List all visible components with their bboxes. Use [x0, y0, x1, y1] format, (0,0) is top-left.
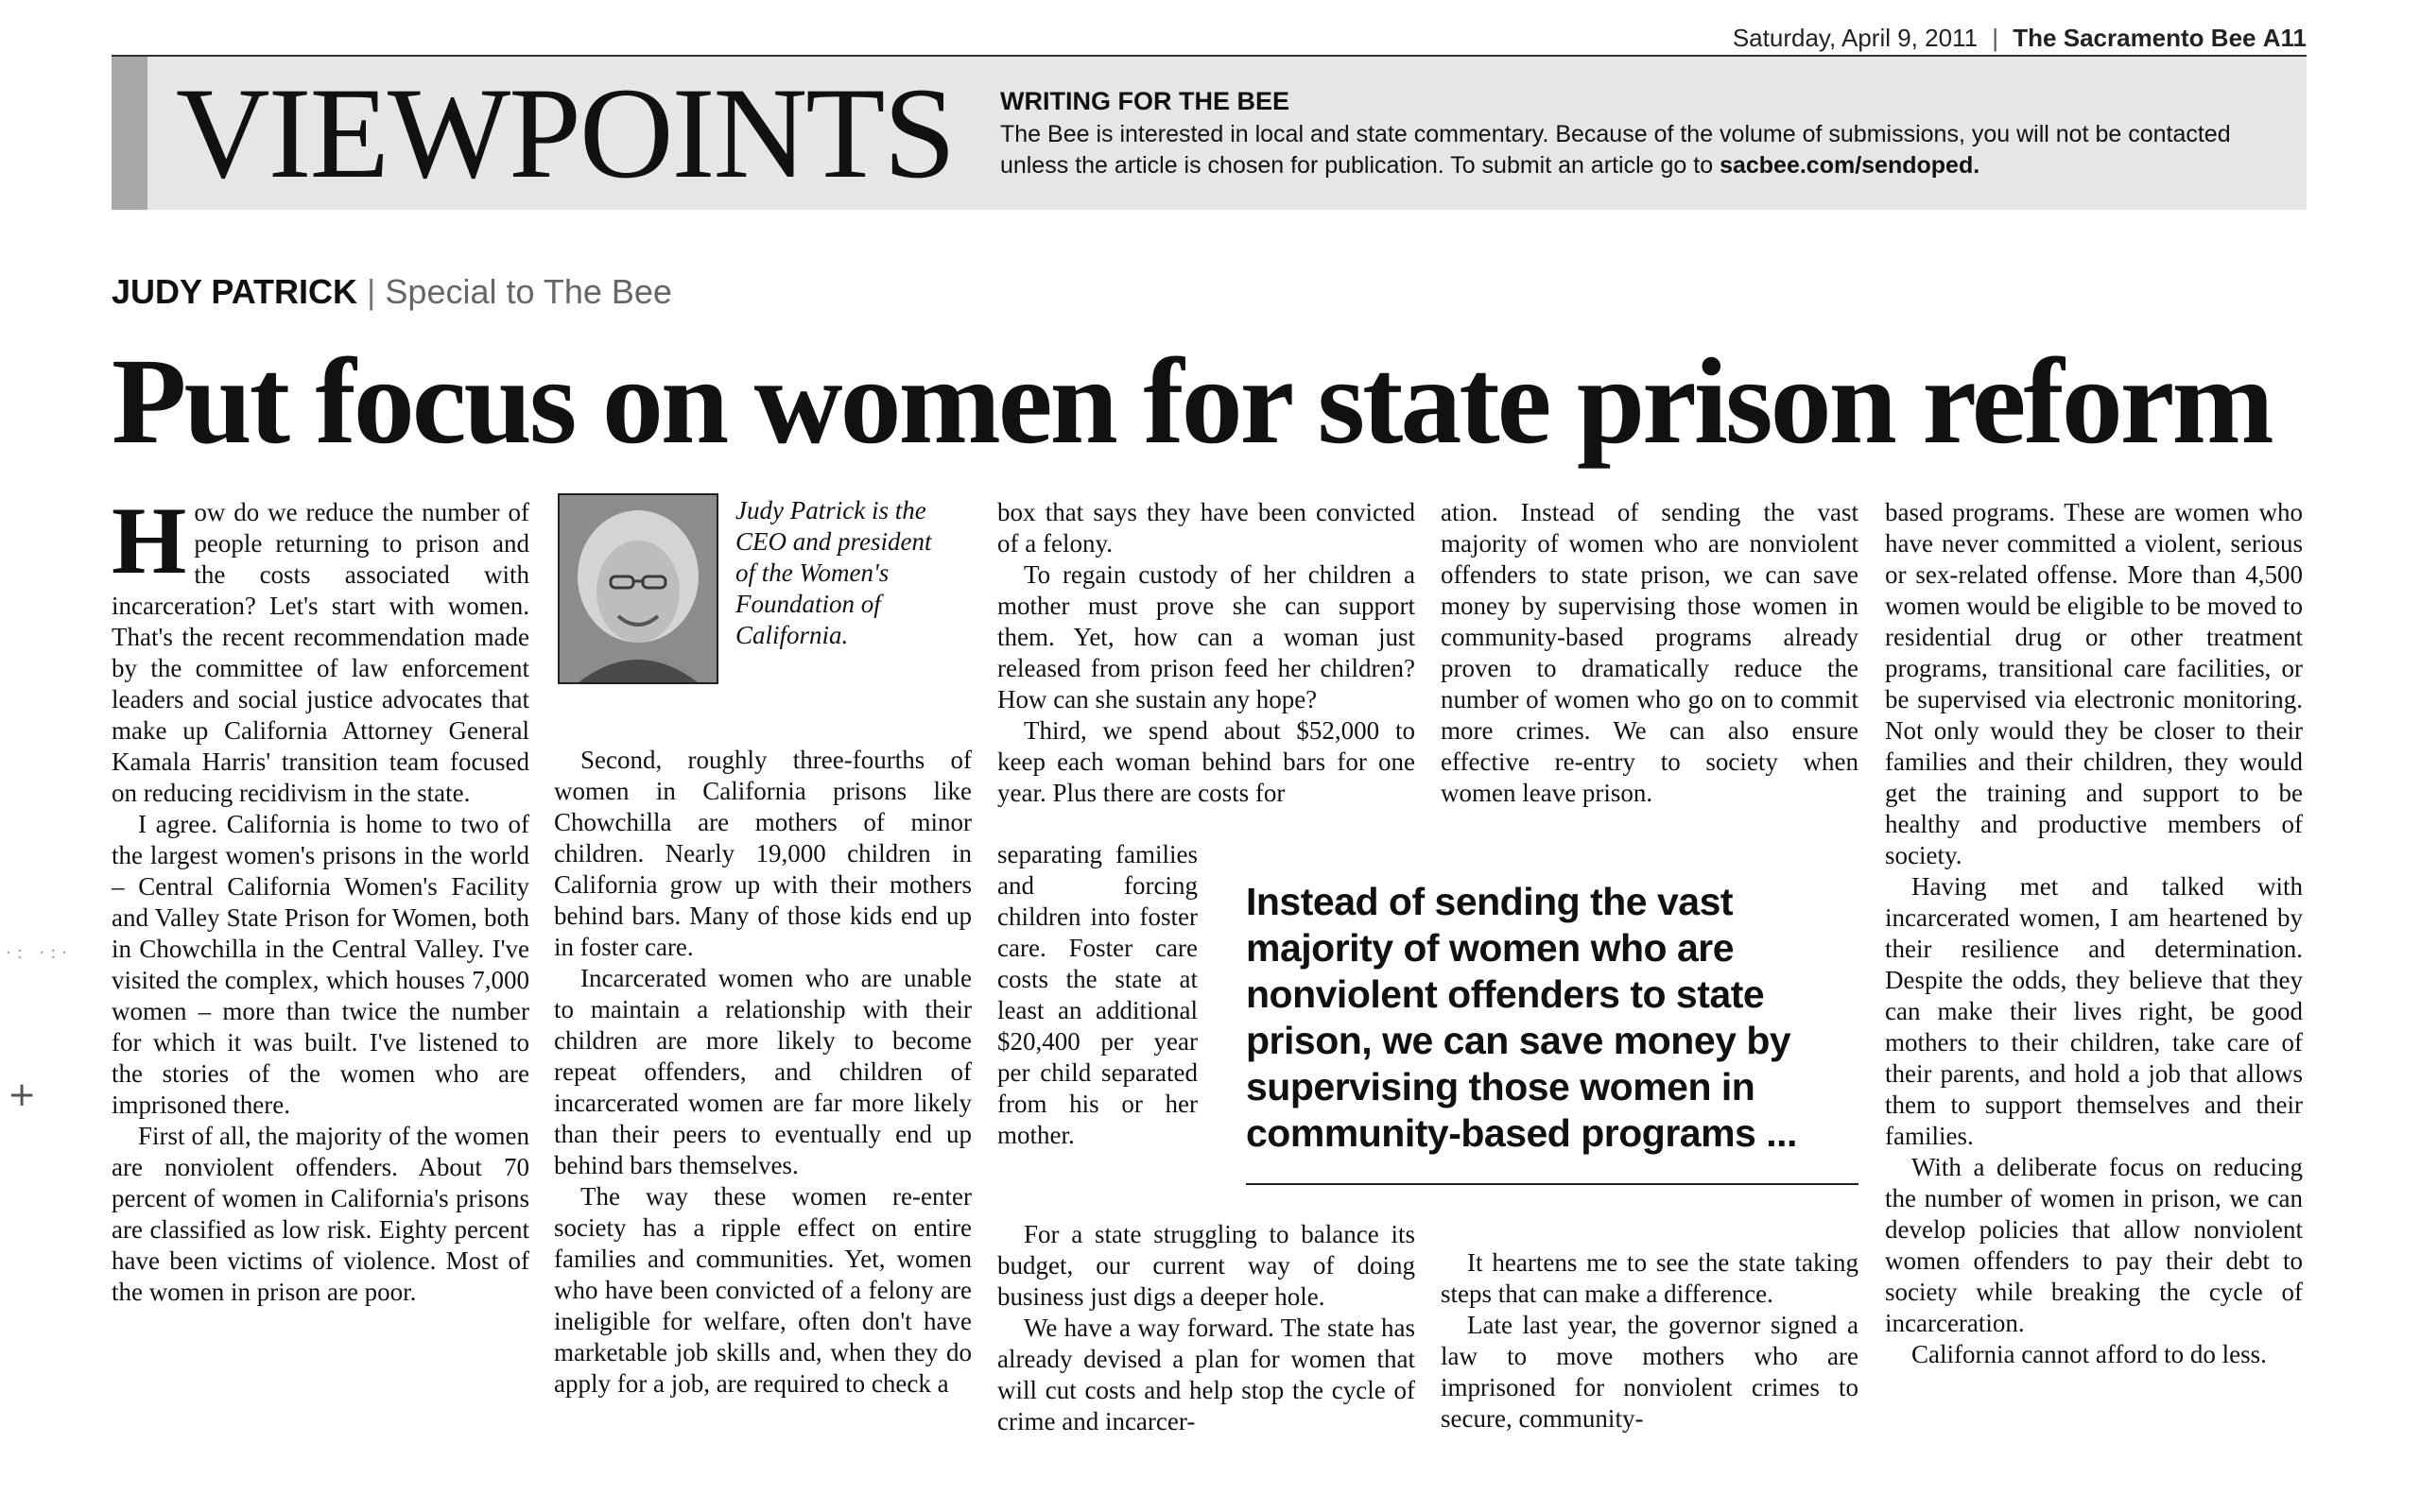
publication-name: The Sacramento Bee: [2013, 24, 2256, 52]
writing-for-bee-heading: WRITING FOR THE BEE: [1000, 87, 1289, 115]
submission-info: The Bee is interested in local and state commentary. Because of the volume of submissions, you will not be contacted unless the article is chosen for publication. To submit an article go to: [1000, 121, 2231, 179]
paragraph: To regain custody of her children a mother must prove she can support them. Yet, how can a woman just released from prison feed her children? How can she sustain any hope?: [997, 560, 1415, 713]
paragraph: With a deliberate focus on reducing the number of women in prison, we can develop policies that allow nonviolent women offenders to pay their debt to society while breaking the cycle of incarceration.: [1885, 1153, 2303, 1337]
page-number: A11: [2262, 24, 2307, 52]
paragraph: Second, roughly three-fourths of women in California prisons like Chowchilla are mothers of minor children. Nearly 19,000 children in California grow up with their mothers behind bars. Many of those kids end up in foster care.: [554, 746, 972, 961]
article-column-5: [1885, 497, 2303, 1370]
paragraph: The way these women re-enter society has a ripple effect on entire families and communities. Yet, women who have been convicted of a felony are ineligible for welfare, often don't have marketable job skills and, when they do apply for a job, are required to check a: [554, 1182, 972, 1398]
paragraph: First of all, the majority of the women are nonviolent offenders. About 70 percent of women in California's prisons are classified as low risk. Eighty percent have been victims of violence. Most of the women in prison are poor.: [112, 1122, 529, 1306]
pull-quote-rule: [1246, 1183, 1858, 1185]
article-column-3-narrow: [997, 839, 1198, 1151]
paragraph: I agree. California is home to two of the largest women's prisons in the world – Central California Women's Facility and Valley State Prison for Women, both in Chowchilla in the Central Valley. I've visited the complex, which houses 7,000 women – more than twice the number for which it was built. I've listened to the stories of the women who are imprisoned there.: [112, 810, 529, 1119]
paragraph: based programs. These are women who have never committed a violent, serious or sex-related offense. More than 4,500 women would be eligible to be moved to residential drug or other treatment programs, transitional care facilities, or be supervised via electronic monitoring. Not only would they be closer to their families and their children, they would get the training and support to be healthy and productive members of society.: [1885, 498, 2303, 869]
submission-link[interactable]: sacbee.com/sendoped.: [1720, 152, 1980, 179]
paragraph: separating families and forcing children into foster care. Foster care costs the state at least an additional $20,400 per year per child separated from his or her mother.: [997, 840, 1198, 1149]
registration-dots: ·: ·:·: [6, 943, 74, 963]
article-column-4: [1441, 497, 1858, 809]
article-column-2: [554, 745, 972, 1400]
author-role: Special to The Bee: [385, 272, 672, 311]
paragraph: Incarcerated women who are unable to maintain a relationship with their children are more likely to become repeat offenders, and children of incarcerated women are far more likely than their peers to eventually end up behind bars themselves.: [554, 964, 972, 1179]
pull-quote: Instead of sending the vast majority of women who are nonviolent offenders to state prison, we can save money by supervising those women in community-based programs ...: [1246, 880, 1797, 1155]
dateline-separator: |: [1992, 24, 1999, 52]
paragraph: ation. Instead of sending the vast majority of women who are nonviolent offenders to state prison, we can save money by supervising those women in community-based programs already proven to dramatically reduce the number of women who go on to commit more crimes. We can also ensure effective re-entry to society when women leave prison.: [1441, 498, 1858, 807]
paragraph: Third, we spend about $52,000 to keep each woman behind bars for one year. Plus there are costs for: [997, 716, 1415, 807]
photo-caption: Judy Patrick is the CEO and president of the Women's Foundation of California.: [735, 496, 932, 649]
paragraph: For a state struggling to balance its budget, our current way of doing business just digs a deeper hole.: [997, 1220, 1415, 1311]
paragraph: Late last year, the governor signed a law to move mothers who are imprisoned for nonviolent crimes to secure, community-: [1441, 1311, 1858, 1433]
author-name: JUDY PATRICK: [112, 272, 358, 311]
writing-for-bee-text: [1000, 119, 2286, 181]
paragraph: We have a way forward. The state has already devised a plan for women that will cut costs and help stop the cycle of crime and incarcer-: [997, 1314, 1415, 1435]
section-title: VIEWPOINTS: [176, 60, 955, 205]
paragraph: Having met and talked with incarcerated women, I am heartened by their resilience and determination. Despite the odds, they believe that they can make their lives right, be good mothers to their children, take care of their parents, and hold a job that allows them to support themselves and their families.: [1885, 872, 2303, 1150]
crosshair-icon: +: [8, 1075, 37, 1114]
paragraph: California cannot afford to do less.: [1911, 1340, 2267, 1368]
article-column-4-lower: [1441, 1247, 1858, 1435]
drop-cap: H: [112, 488, 187, 594]
portrait-image: [560, 495, 717, 682]
paragraph: ow do we reduce the number of people returning to prison and the costs associated with incarceration? Let's start with women. That's the recent recommendation made by the committee of law enforcement leaders and social justice advocates that make up California Attorney General Kamala Harris' transition team focused on reducing recidivism in the state.: [112, 498, 529, 807]
paragraph: box that says they have been convicted of a felony.: [997, 498, 1415, 558]
dateline: [1087, 21, 2307, 55]
article-column-3-lower: [997, 1219, 1415, 1437]
byline-separator: |: [367, 272, 376, 311]
article-column-1: [112, 488, 529, 1308]
headline: Put focus on women for state prison reform: [112, 334, 2272, 470]
byline: [112, 272, 672, 312]
author-headshot: [558, 493, 718, 684]
banner-accent-bar: [112, 57, 147, 210]
issue-date: Saturday, April 9, 2011: [1732, 24, 1979, 52]
paragraph: It heartens me to see the state taking steps that can make a difference.: [1441, 1248, 1858, 1308]
article-column-3: [997, 497, 1415, 809]
